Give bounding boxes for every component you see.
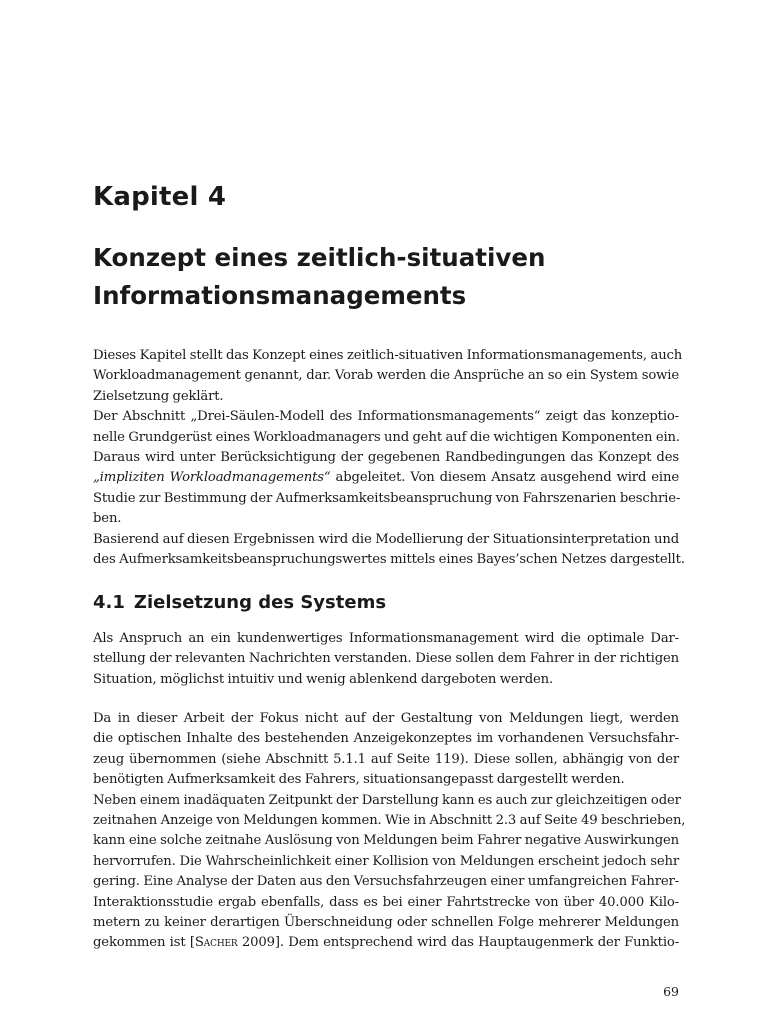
text-line: Basierend auf diesen Ergebnissen wird die Modellierung der Situationsinterpretation und: [93, 531, 679, 547]
text-fragment: gekommen ist [: [93, 935, 195, 951]
intro-paragraph: [93, 346, 685, 570]
text-line: kann eine solche zeitnahe Auslösung von Meldungen beim Fahrer negative Auswirkungen: [93, 833, 679, 849]
text-line: metern zu keiner derartigen Überschneidung oder schnellen Folge mehrerer Meldungen: [93, 915, 679, 931]
section-heading: [93, 590, 386, 616]
text-line: zeitnahen Anzeige von Meldungen kommen. Wie in Abschnitt 2.3 auf Seite 49 beschrieben,: [93, 813, 686, 829]
text-line: nelle Grundgerüst eines Workloadmanagers und geht auf die wichtigen Komponenten ein.: [93, 429, 680, 445]
text-line: Interaktionsstudie ergab ebenfalls, dass es bei einer Fahrtstrecke von über 40.000 Kilo-: [93, 894, 679, 910]
text-line: ben.: [93, 511, 122, 527]
section-title: Zielsetzung des Systems: [133, 592, 387, 613]
text-fragment: 2009]. Dem entsprechend wird das Hauptaugenmerk der Funktio-: [237, 935, 679, 951]
text-line: Daraus wird unter Berücksichtigung der gegebenen Randbedingungen das Konzept des: [93, 450, 679, 466]
citation-author: Sacher: [194, 935, 238, 951]
chapter-title: [93, 239, 679, 315]
text-line: die optischen Inhalte des bestehenden Anzeigekonzeptes im vorhandenen Versuchsfahr-: [93, 731, 679, 747]
text-line: Zielsetzung geklärt.: [93, 388, 224, 404]
text-line: benötigten Aufmerksamkeit des Fahrers, situationsangepasst dargestellt werden.: [93, 772, 625, 788]
text-line: Situation, möglichst intuitiv und wenig ablenkend dargeboten werden.: [93, 671, 554, 687]
text-line: gering. Eine Analyse der Daten aus den Versuchsfahrzeugen einer umfangreichen Fahrer-: [93, 874, 679, 890]
text-line: stellung der relevanten Nachrichten verstanden. Diese sollen dem Fahrer in der richtigen: [93, 651, 679, 667]
text-line: zeug übernommen (siehe Abschnitt 5.1.1 auf Seite 119). Diese sollen, abhängig von der: [93, 751, 679, 767]
document-page: [93, 0, 686, 1024]
text-line: Neben einem inadäquaten Zeitpunkt der Darstellung kann es auch zur gleichzeitigen oder: [93, 792, 681, 808]
text-fragment: abgeleitet. Von diesem Ansatz ausgehend wird eine: [330, 470, 679, 486]
text-line: Da in dieser Arbeit der Fokus nicht auf der Gestaltung von Meldungen liegt, werden: [93, 711, 679, 726]
text-line: Workloadmanagement genannt, dar. Vorab werden die Ansprüche an so ein System sowie: [93, 368, 679, 384]
chapter-title-line-1: Konzept eines zeitlich-situativen: [93, 243, 546, 272]
text-line: Studie zur Bestimmung der Aufmerksamkeitsbeanspruchung von Fahrszenarien beschrie-: [93, 490, 681, 506]
text-line: Dieses Kapitel stellt das Konzept eines zeitlich-situativen Informationsmanagements, auch: [93, 348, 683, 363]
text-line: [93, 468, 679, 488]
chapter-label: Kapitel 4: [93, 182, 227, 212]
section-number: 4.1: [93, 592, 125, 613]
body-paragraph: [93, 709, 686, 954]
text-line: [93, 933, 679, 953]
page-number: 69: [663, 984, 679, 999]
emphasized-term: „impliziten Workloadmanagements“: [93, 470, 331, 486]
chapter-title-line-2: Informationsmanagements: [93, 281, 467, 310]
text-line: des Aufmerksamkeitsbeanspruchungswertes mittels eines Bayes’schen Netzes dargestellt.: [93, 552, 685, 568]
text-line: Der Abschnitt „Drei-Säulen-Modell des Informationsmanagements“ zeigt das konzeptio-: [93, 409, 679, 425]
body-paragraph: [93, 629, 679, 690]
text-line: Als Anspruch an ein kundenwertiges Informationsmanagement wird die optimale Dar-: [93, 631, 679, 646]
text-line: hervorrufen. Die Wahrscheinlichkeit einer Kollision von Meldungen erscheint jedoch sehr: [93, 853, 679, 869]
